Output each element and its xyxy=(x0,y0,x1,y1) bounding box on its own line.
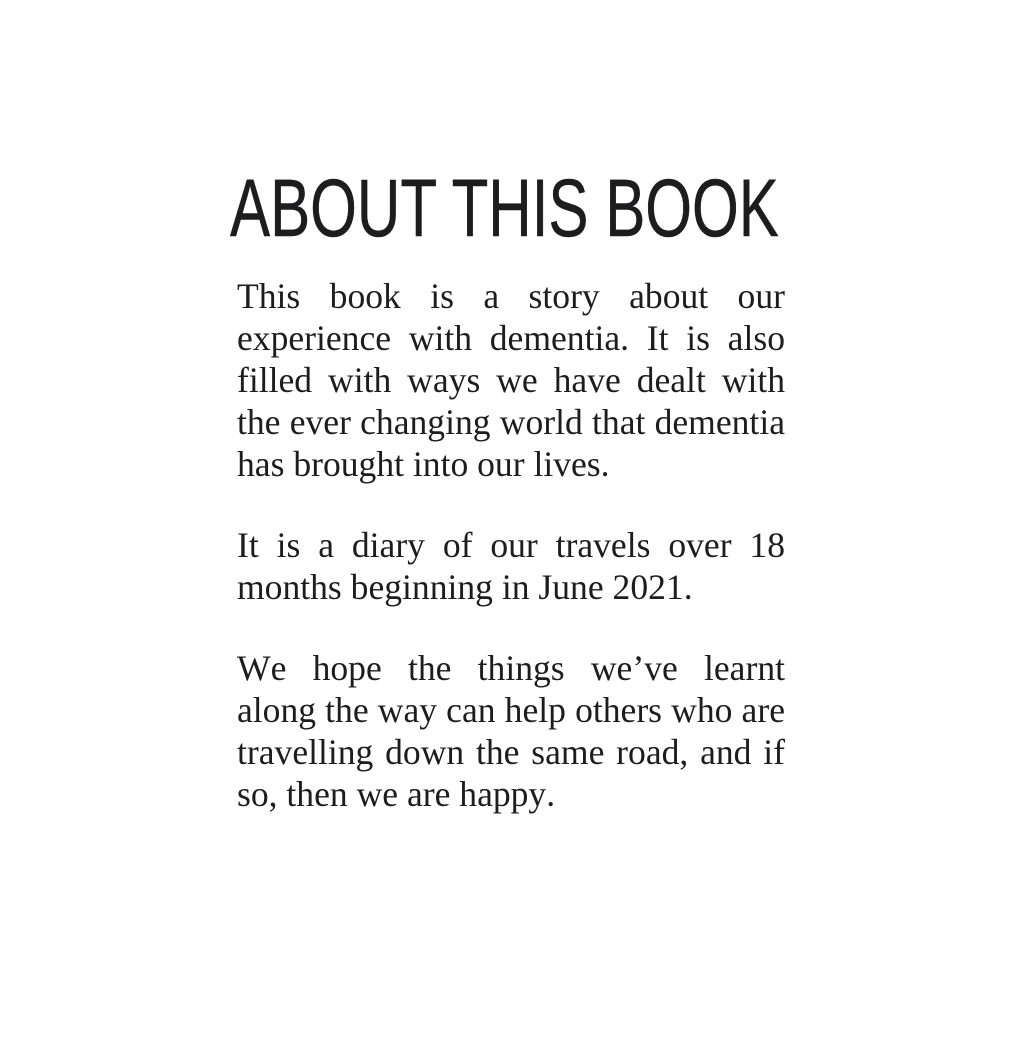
paragraph-diary-travels: It is a diary of our travels over 18 months beginning in June 2021. xyxy=(237,525,785,607)
page-title: ABOUT THIS BOOK xyxy=(230,163,779,254)
body-text xyxy=(237,275,785,815)
paragraph-hope-help-others: We hope the things we’ve learnt along the way can help others who are travelling down the same road, and if so, then we are happy. xyxy=(237,648,785,814)
paragraph-about-experience: This book is a story about our experience with dementia. It is also filled with ways we have dealt with the ever changing world that dementia has brought into our lives. xyxy=(237,276,785,484)
